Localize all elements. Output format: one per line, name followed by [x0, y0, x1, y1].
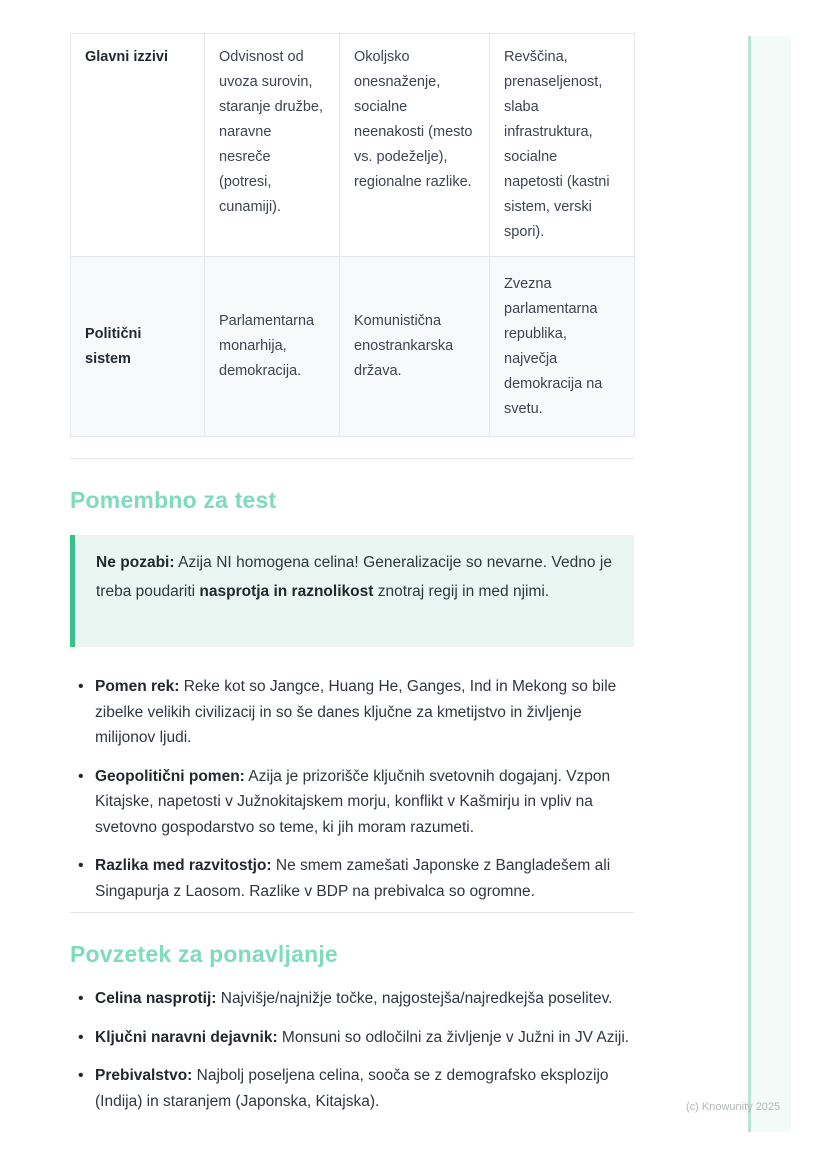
list-item — [70, 1063, 634, 1114]
list-item-lead: Razlika med razvitostjo: — [95, 857, 272, 874]
row-header-cell: Glavni izzivi — [71, 34, 205, 257]
list-item-lead: Pomen rek: — [95, 678, 180, 695]
list-item — [70, 764, 634, 841]
list-item-text: Najbolj poseljena celina, sooča se z demografsko eksplozijo (Indija) in staranjem (Japonska, Kitajska). — [95, 1067, 609, 1110]
list-item-lead: Ključni naravni dejavnik: — [95, 1028, 278, 1046]
table-cell: Revščina, prenaseljenost, slaba infrastruktura, socialne napetosti (kastni sistem, verski spori). — [490, 34, 635, 257]
list-item-lead: Celina nasprotij: — [95, 990, 217, 1007]
list-item-lead: Geopolitični pomen: — [95, 767, 245, 785]
list-item — [70, 1025, 634, 1051]
list-item — [70, 986, 634, 1012]
list-item — [70, 853, 634, 904]
section-divider — [70, 458, 634, 459]
list-item-text: Monsuni so odločilni za življenje v Južni in JV Aziji. — [277, 1028, 630, 1046]
test-bullet-list — [70, 674, 634, 917]
table-cell: Okoljsko onesnaženje, socialne neenakosti (mesto vs. podeželje), regionalne razlike. — [340, 34, 490, 257]
section-divider — [70, 912, 634, 913]
table-cell: Parlamentarna monarhija, demokracija. — [205, 257, 340, 437]
list-item-text: Ne smem zamešati Japonske z Bangladešem ali Singapurja z Laosom. Razlike v BDP na prebivalca so ogromne. — [95, 857, 611, 900]
callout-bold-phrase: nasprotja in raznolikost — [199, 583, 374, 600]
section-heading-test: Pomembno za test — [70, 487, 277, 513]
callout-text: znotraj regij in med njimi. — [373, 583, 550, 600]
table-row — [71, 257, 635, 437]
comparison-table — [70, 33, 635, 437]
list-item-text: Reke kot so Jangce, Huang He, Ganges, Ind in Mekong so bile zibelke velikih civilizacij in so še danes ključne za kmetijstvo in življenje milijonov ljudi. — [95, 678, 617, 746]
table-cell: Odvisnost od uvoza surovin, staranje družbe, naravne nesreče (potresi, cunamiji). — [205, 34, 340, 257]
callout-lead: Ne pozabi: — [96, 554, 175, 571]
summary-bullet-list — [70, 986, 634, 1127]
row-header-cell: Politični sistem — [71, 257, 205, 437]
list-item — [70, 674, 634, 751]
callout-text: Azija NI homogena celina! Generalizacije so nevarne. Vedno je treba poudariti — [96, 554, 612, 600]
footer-copyright: (c) Knowunity 2025 — [686, 1101, 781, 1113]
right-margin-band — [751, 36, 791, 1132]
list-item-text: Najvišje/najnižje točke, najgostejša/najredkejša poselitev. — [216, 990, 613, 1007]
table-row — [71, 34, 635, 257]
table-cell: Zvezna parlamentarna republika, največja demokracija na svetu. — [490, 257, 635, 437]
section-heading-summary: Povzetek za ponavljanje — [70, 941, 338, 967]
list-item-lead: Prebivalstvo: — [95, 1067, 193, 1084]
right-margin-accent-line — [748, 36, 751, 1132]
list-item-text: Azija je prizorišče ključnih svetovnih dogajanj. Vzpon Kitajske, napetosti v Južnokitajskem morju, konflikt v Kašmirju in vpliv na svetovno gospodarstvo so teme, ki jih moram razumeti. — [95, 767, 611, 836]
table-cell: Komunistična enostrankarska država. — [340, 257, 490, 437]
callout-note — [70, 535, 634, 647]
